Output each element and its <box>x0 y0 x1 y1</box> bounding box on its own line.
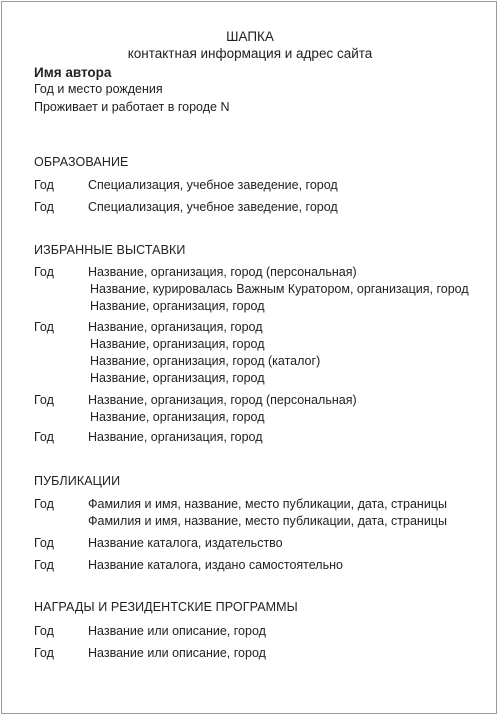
entry-year: Год <box>34 558 54 572</box>
entry-line: Название, организация, город (каталог) <box>90 354 321 368</box>
entry-line: Специализация, учебное заведение, город <box>88 200 338 214</box>
author-birth: Год и место рождения <box>34 82 163 96</box>
entry-year: Год <box>34 265 54 279</box>
entry-line: Название, организация, город <box>90 410 265 424</box>
entry-year: Год <box>34 200 54 214</box>
section-title-publications: ПУБЛИКАЦИИ <box>34 474 121 488</box>
header-subtitle: контактная информация и адрес сайта <box>127 46 373 61</box>
header-title: ШАПКА <box>226 29 274 44</box>
entry-year: Год <box>34 497 54 511</box>
entry-year: Год <box>34 320 54 334</box>
entry-year: Год <box>34 624 54 638</box>
entry-year: Год <box>34 178 54 192</box>
entry-line: Название или описание, город <box>88 624 266 638</box>
section-title-education: ОБРАЗОВАНИЕ <box>34 155 129 169</box>
author-name: Имя автора <box>34 65 112 80</box>
entry-year: Год <box>34 646 54 660</box>
entry-line: Название, организация, город <box>90 371 265 385</box>
entry-line: Специализация, учебное заведение, город <box>88 178 338 192</box>
entry-line: Название каталога, издательство <box>88 536 283 550</box>
entry-line: Название, организация, город <box>90 299 265 313</box>
entry-line: Название каталога, издано самостоятельно <box>88 558 343 572</box>
entry-line: Название, организация, город (персональная) <box>88 393 357 407</box>
entry-line: Название, организация, город (персональная) <box>88 265 357 279</box>
entry-line: Название, организация, город <box>88 430 263 444</box>
entry-line: Название, организация, город <box>90 337 265 351</box>
entry-line: Название, курировалась Важным Куратором, организация, город <box>90 282 469 296</box>
entry-year: Год <box>34 393 54 407</box>
entry-line: Фамилия и имя, название, место публикации, дата, страницы <box>88 514 447 528</box>
entry-line: Название, организация, город <box>88 320 263 334</box>
section-title-awards: НАГРАДЫ И РЕЗИДЕНТСКИЕ ПРОГРАММЫ <box>34 600 298 614</box>
section-title-exhibitions: ИЗБРАННЫЕ ВЫСТАВКИ <box>34 243 186 257</box>
entry-line: Фамилия и имя, название, место публикации, дата, страницы <box>88 497 447 511</box>
entry-year: Год <box>34 430 54 444</box>
entry-year: Год <box>34 536 54 550</box>
entry-line: Название или описание, город <box>88 646 266 660</box>
author-residence: Проживает и работает в городе N <box>34 100 230 114</box>
